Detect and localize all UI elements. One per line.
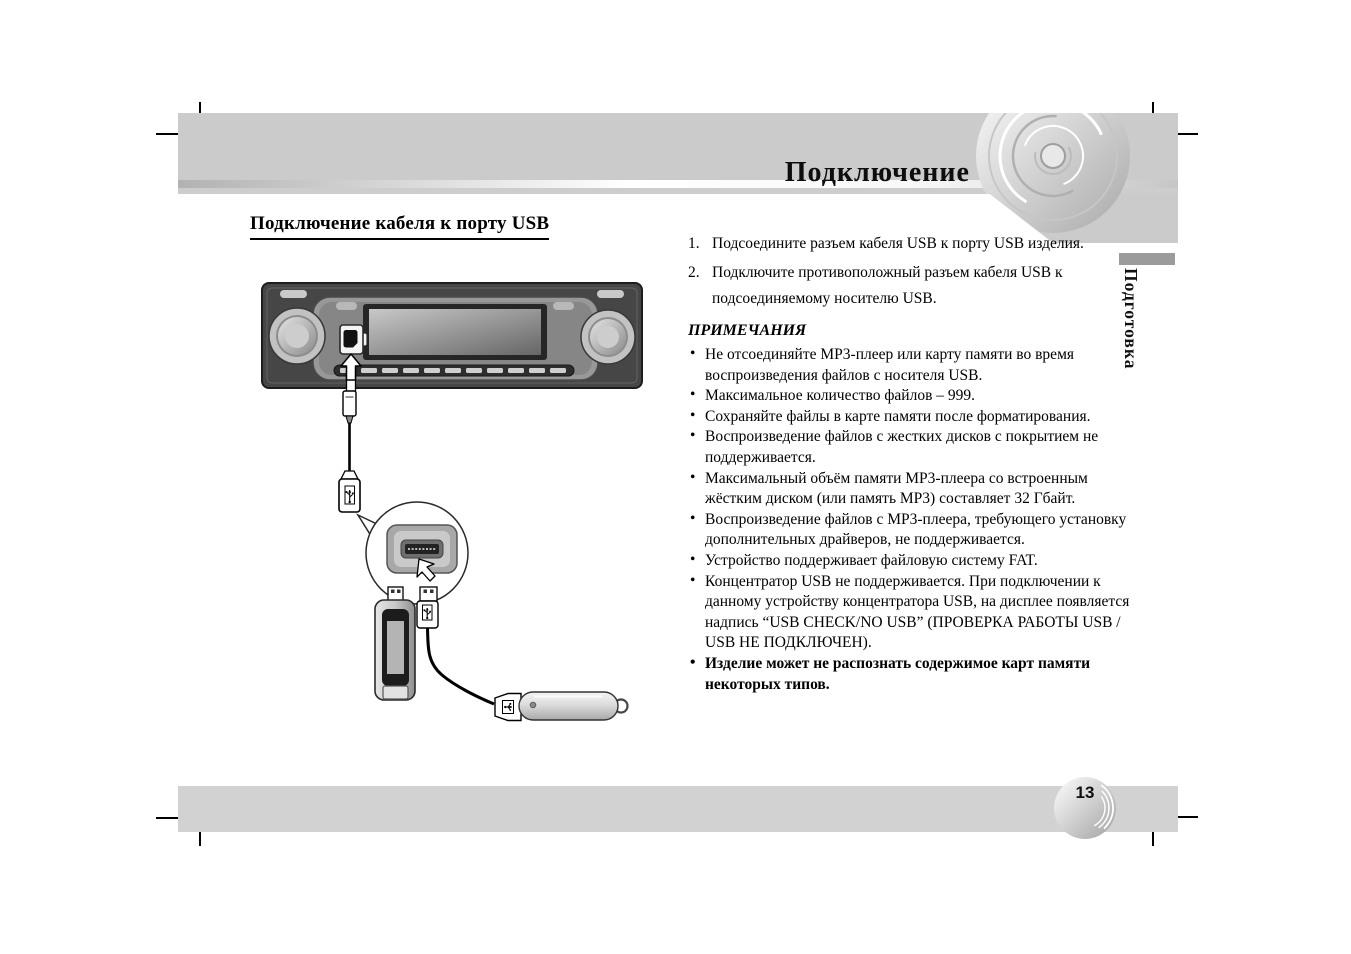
page-title: Подключение — [784, 157, 970, 188]
instruction-steps — [688, 231, 1124, 312]
note-item: • Максимальный объём памяти MP3-плеера со встроенным жёстким диском (или память MP3) составляет 32 Гбайт. — [690, 468, 1088, 508]
note-item: • Воспроизведение файлов с жестких дисков с покрытием не поддерживается. — [690, 427, 1099, 466]
screw-slot-left — [280, 290, 307, 298]
page-number: 13 — [1075, 783, 1095, 802]
mini-usb-plug — [343, 391, 356, 416]
usb-icon — [423, 605, 433, 620]
button-strip — [334, 365, 574, 376]
note-text: Изделие может не распознать содержимое карт памяти некоторых типов. — [705, 654, 1091, 693]
volume-knob-left — [269, 308, 325, 364]
note-item: • Устройство поддерживает файловую систему FAT. — [690, 550, 1038, 569]
car-stereo-illustration — [262, 283, 642, 388]
note-item: • Изделие может не распознать содержимое карт памяти некоторых типов. — [690, 653, 1091, 693]
note-text: Концентратор USB не поддерживается. При подключении к данному устройству концентратора USB, на дисплее появляется надпись “USB CHECK/NO USB” (ПРОВЕРКА РАБОТЫ USB / USB НЕ ПОДКЛЮЧЕН). — [705, 572, 1130, 652]
section-title: Подключение кабеля к порту USB — [250, 213, 549, 240]
notes-list — [688, 345, 1133, 695]
step-number: 1. — [688, 235, 700, 252]
usb-cable — [339, 391, 360, 512]
step-text: Подсоедините разъем кабеля USB к порту USB изделия. — [712, 235, 1084, 252]
flash-drive-cable — [417, 601, 494, 704]
step-number: 2. — [688, 264, 700, 281]
chapter-tab-label: Подготовка — [1121, 268, 1141, 370]
note-text: Воспроизведение файлов с жестких дисков с покрытием не поддерживается. — [705, 428, 1099, 466]
note-text: Воспроизведение файлов с MP3-плеера, требующего установку дополнительных драйверов, не поддерживается. — [705, 510, 1127, 549]
instruction-step — [688, 260, 1124, 312]
usb-icon — [345, 486, 355, 504]
note-item: • Не отсоединяйте MP3-плеер или карту памяти во время воспроизведения файлов с носителя USB. — [690, 345, 1075, 384]
usb-port — [340, 325, 367, 354]
note-text: Сохраняйте файлы в карте памяти после форматирования. — [705, 407, 1091, 425]
mp3-player-illustration — [375, 600, 415, 700]
instructions-column — [688, 231, 1130, 695]
mp3-player-usb-plug — [388, 587, 403, 601]
display — [363, 304, 547, 360]
notes-heading: ПРИМЕЧАНИЯ — [688, 322, 807, 339]
screw-slot-right — [597, 290, 624, 298]
usb-connection-diagram — [250, 275, 650, 745]
note-item: • Концентратор USB не поддерживается. При подключении к данному устройству концентратора USB, на дисплее появляется надпись “USB CHECK/NO USB” (ПРОВЕРКА РАБОТЫ USB / USB НЕ ПОДКЛЮЧЕН). — [690, 571, 1130, 652]
usb-icon — [503, 701, 514, 714]
tuning-knob-right — [581, 310, 635, 364]
instruction-step — [688, 231, 1124, 257]
note-text: Устройство поддерживает файловую систему FAT. — [705, 551, 1038, 569]
note-item: • Сохраняйте файлы в карте памяти после форматирования. — [690, 406, 1091, 425]
usb-port-closeup-bubble — [358, 502, 468, 604]
chapter-tab — [1119, 253, 1175, 265]
step-text: Подключите противоположный разъем кабеля USB к подсоединяемому носителю USB. — [712, 264, 1063, 307]
note-item: • Максимальное количество файлов – 999. — [690, 386, 976, 405]
usb-flash-drive-illustration — [495, 692, 628, 721]
usb-connector-a — [339, 471, 360, 512]
note-text: Не отсоединяйте MP3-плеер или карту памяти во время воспроизведения файлов с носителя USB. — [705, 346, 1075, 384]
footer-band — [178, 786, 1178, 832]
flash-drive-usb-plug — [420, 587, 437, 601]
note-text: Максимальное количество файлов – 999. — [705, 387, 976, 405]
note-item: • Воспроизведение файлов с MP3-плеера, требующего установку дополнительных драйверов, не поддерживается. — [690, 509, 1127, 549]
note-text: Максимальный объём памяти MP3-плеера со встроенным жёстким диском (или память MP3) составляет 32 Гбайт. — [705, 469, 1088, 508]
